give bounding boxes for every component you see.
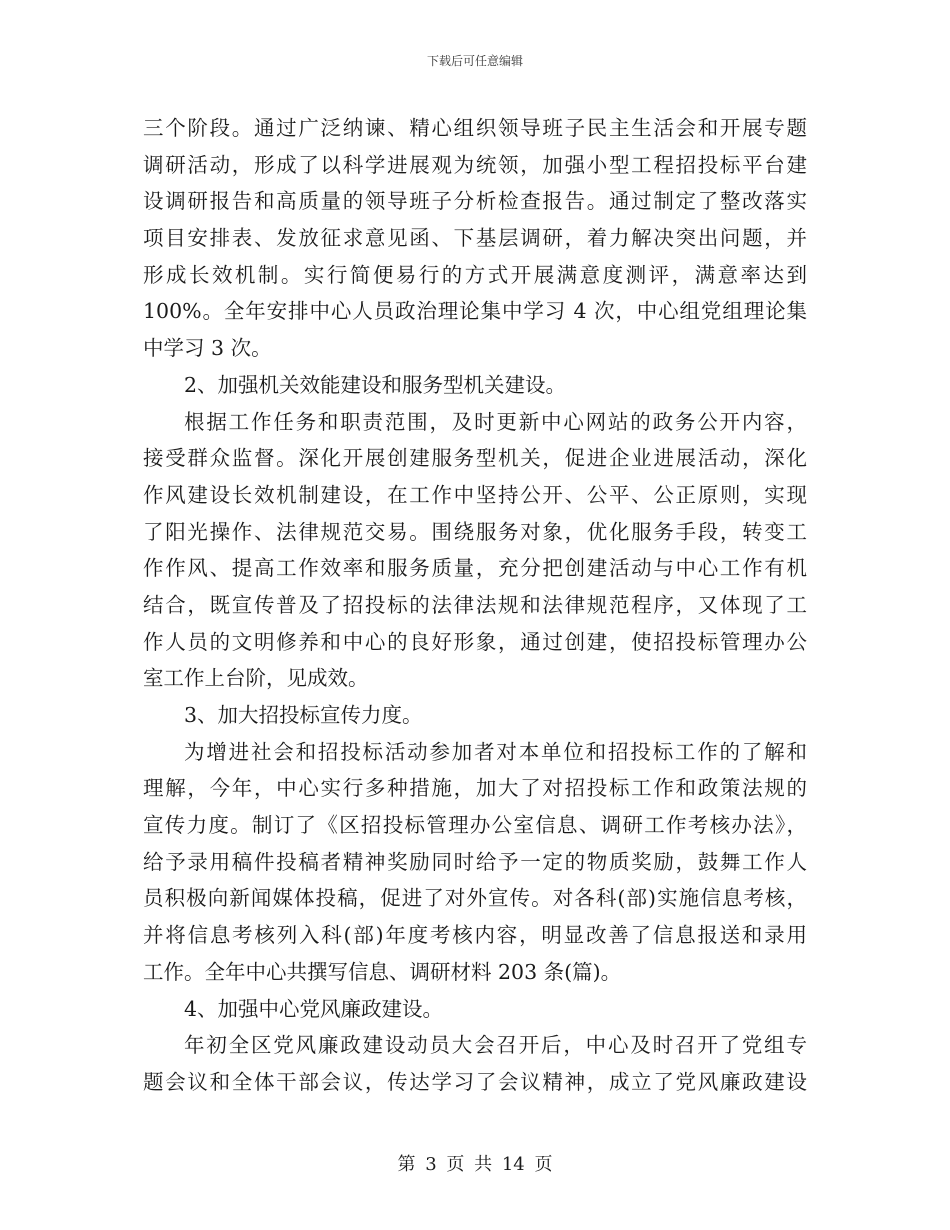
text-line: 并将信息考核列入科(部)年度考核内容，明显改善了信息报送和录用	[143, 923, 807, 948]
paragraph	[143, 367, 807, 404]
text-line: 项目安排表、发放征求意见函、下基层调研，着力解决突出问题，并	[143, 226, 807, 251]
text-line: 宣传力度。制订了《区招投标管理办公室信息、调研工作考核办法》，	[143, 813, 807, 838]
paragraph	[143, 404, 807, 698]
text-line: 作风建设长效机制建设，在工作中坚持公开、公平、公正原则，实现	[143, 482, 807, 507]
text-line: 4、加强中心党风廉政建设。	[184, 996, 444, 1021]
text-line: 作人员的文明修养和中心的良好形象，通过创建，使招投标管理办公	[143, 629, 807, 654]
header-note: 下载后可任意编辑	[426, 54, 523, 68]
text-line: 3、加大招投标宣传力度。	[184, 703, 423, 727]
text-line: 100%。全年安排中心人员政治理论集中学习 4 次，中心组党组理论集	[143, 299, 807, 324]
text-line: 为增进社会和招投标活动参加者对本单位和招投标工作的了解和	[184, 739, 807, 764]
paragraph	[143, 697, 807, 734]
text-line: 结合，既宣传普及了招投标的法律法规和法律规范程序，又体现了工	[143, 592, 807, 617]
document-body	[143, 110, 807, 1101]
text-line: 给予录用稿件投稿者精神奖励同时给予一定的物质奖励，鼓舞工作人	[143, 849, 807, 874]
paragraph	[143, 110, 807, 367]
text-line: 题会议和全体干部会议，传达学习了会议精神，成立了党风廉政建设	[143, 1069, 807, 1094]
text-line: 年初全区党风廉政建设动员大会召开后，中心及时召开了党组专	[184, 1033, 807, 1058]
text-line: 员积极向新闻媒体投稿，促进了对外宣传。对各科(部)实施信息考核，	[143, 886, 807, 911]
text-line: 室工作上台阶，见成效。	[143, 666, 369, 691]
text-line: 形成长效机制。实行简便易行的方式开展满意度测评，满意率达到	[143, 262, 807, 287]
paragraph	[143, 1027, 807, 1100]
page-number: 第 3 页 共 14 页	[397, 1154, 553, 1175]
text-line: 接受群众监督。深化开展创建服务型机关，促进企业进展活动，深化	[143, 446, 807, 471]
paragraph	[143, 991, 807, 1028]
text-line: 作作风、提高工作效率和服务质量，充分把创建活动与中心工作有机	[143, 556, 807, 581]
text-line: 调研活动，形成了以科学进展观为统领，加强小型工程招投标平台建	[143, 152, 807, 177]
paragraph	[143, 734, 807, 991]
text-line: 三个阶段。通过广泛纳谏、精心组织领导班子民主生活会和开展专题	[143, 116, 807, 140]
text-line: 了阳光操作、法律规范交易。围绕服务对象，优化服务手段，转变工	[143, 519, 807, 544]
text-line: 中学习 3 次。	[143, 336, 272, 361]
text-line: 理解，今年，中心实行多种措施，加大了对招投标工作和政策法规的	[143, 776, 807, 801]
text-line: 根据工作任务和职责范围，及时更新中心网站的政务公开内容，	[184, 409, 807, 434]
text-line: 设调研报告和高质量的领导班子分析检查报告。通过制定了整改落实	[143, 189, 807, 214]
text-line: 工作。全年中心共撰写信息、调研材料 203 条(篇)。	[143, 959, 622, 984]
text-line: 2、加强机关效能建设和服务型机关建设。	[184, 372, 567, 397]
